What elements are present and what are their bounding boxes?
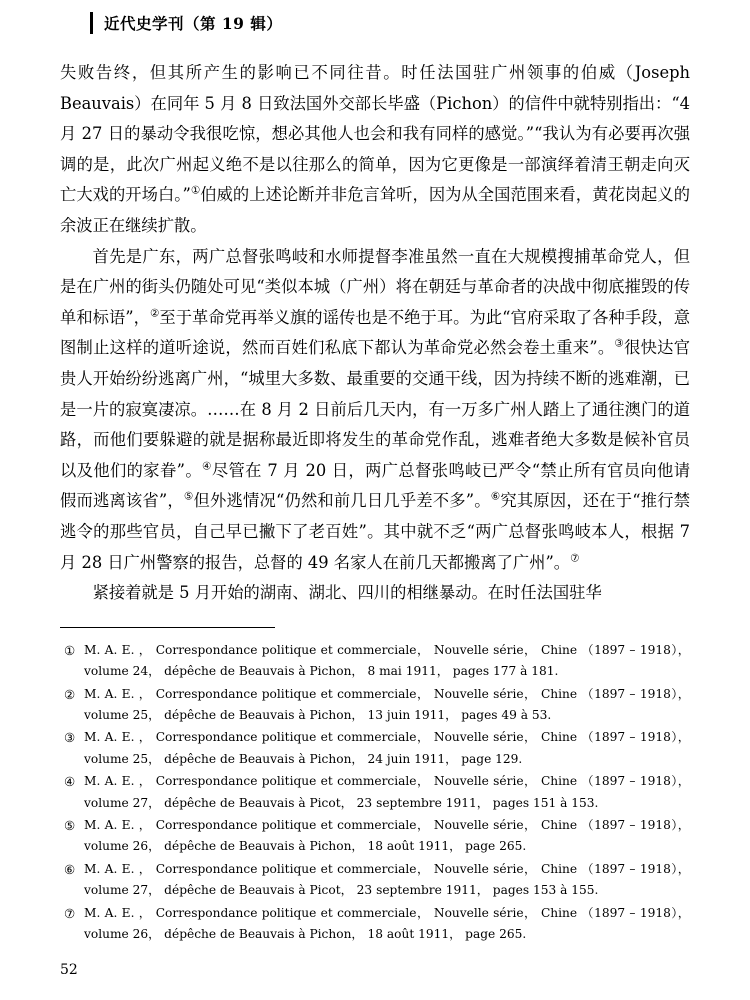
footnote-item [60,684,690,727]
header-rule-mark [90,12,93,34]
footnote-line: volume 27， dépêche de Beauvais à Picot， 23 septembre 1911， pages 153 à 155. [84,883,599,898]
footnote-item [60,859,690,902]
footnote-line: M. A. E. ， Correspondance politique et commerciale， Nouvelle série， Chine （1897 – 1918）， [84,686,690,701]
footnote-item [60,903,690,946]
footnote-line: M. A. E. ， Correspondance politique et commerciale， Nouvelle série， Chine （1897 – 1918）， [84,774,690,789]
paragraph-1 [60,58,690,242]
footnote-item [60,727,690,770]
paragraph-1-text: 失败告终，但其所产生的影响已不同往昔。时任法国驻广州领事的伯威（Joseph Beauvais）在同年 5 月 8 日致法国外交部长毕盛（Pichon）的信件中就特别指出：“4 月 27 日的暴动令我很吃惊，想必其他人也会和我有同样的感觉。”“我认为有必要再次强调的是，此次广州起义绝不是以往那么的简单，因为它更像是一部演绎着清王朝走向灭亡大戏的开场白。” [60,63,691,205]
footnote-marker: ① [64,642,76,658]
footnote-marker: ⑦ [64,905,76,921]
footnote-body [84,640,690,683]
footnote-item [60,640,690,683]
running-head [60,0,690,46]
page-number: 52 [60,962,78,978]
footnote-item [60,771,690,814]
paragraph-2-seg1: 首先是广东，两广总督张鸣岐和水师提督李准虽然一直在大规模搜捕革命党人，但是在广州的街头仍随处可见“类似本城（广州）将在朝廷与革命者的决战中彻底摧毁的传单和标语”， [60,246,690,327]
footnote-marker: ② [64,686,76,702]
paragraph-2-seg2: 至于革命党再举义旗的谣传也是不绝于耳。为此“官府采取了各种手段，意图制止这样的道听途说，然而百姓们私底下都认为革命党必然会卷土重来”。 [60,307,690,358]
footnote-body [84,903,690,946]
paragraph-3-text: 紧接着就是 5 月开始的湖南、湖北、四川的相继暴动。在时任法国驻华 [92,583,602,603]
footnote-ref-2[interactable]: ② [149,307,160,320]
footnote-ref-7[interactable]: ⑦ [570,552,580,565]
footnote-item [60,815,690,858]
footnote-line: volume 25， dépêche de Beauvais à Pichon， 24 juin 1911， page 129. [84,751,523,766]
footnote-line: volume 26， dépêche de Beauvais à Pichon， 18 août 1911， page 265. [84,839,527,854]
footnote-marker: ④ [64,774,76,790]
footnote-separator [60,627,275,628]
footnote-line: M. A. E. ， Correspondance politique et commerciale， Nouvelle série， Chine （1897 – 1918）， [84,817,690,832]
paragraph-1-tail: 伯威的上述论断并非危言耸听，因为从全国范围来看，黄花岗起义的余波正在继续扩散。 [60,185,690,235]
footnote-body [84,727,690,770]
footnote-marker: ③ [64,730,76,746]
footnote-ref-5[interactable]: ⑤ [183,490,194,503]
footnote-line: M. A. E. ， Correspondance politique et commerciale， Nouvelle série， Chine （1897 – 1918）， [84,905,690,920]
footnote-ref-4[interactable]: ④ [202,460,212,473]
paragraph-2-seg4: 尽管在 7 月 20 日，两广总督张鸣岐已严令“禁止所有官员向他请假而逃离该省”， [60,460,690,511]
footnote-marker: ⑥ [64,861,76,877]
footnote-line: volume 27， dépêche de Beauvais à Picot， 23 septembre 1911， pages 151 à 153. [84,795,599,810]
footnote-list [60,640,690,946]
footnote-body [84,771,690,814]
paragraph-2 [60,242,690,579]
body-text [60,58,690,609]
footnote-line: volume 25， dépêche de Beauvais à Pichon， 13 juin 1911， pages 49 à 53. [84,707,552,722]
footnote-ref-6[interactable]: ⑥ [490,490,501,503]
footnote-line: M. A. E. ， Correspondance politique et commerciale， Nouvelle série， Chine （1897 – 1918）， [84,730,690,745]
footnote-line: M. A. E. ， Correspondance politique et commerciale， Nouvelle série， Chine （1897 – 1918）， [84,642,690,657]
paragraph-2-seg3: 很快达官贵人开始纷纷逃离广州，“城里大多数、最重要的交通干线，因为持续不断的逃难潮，已是一片的寂寞凄凉。……在 8 月 2 日前后几天内，有一万多广州人踏上了通往澳门的道路，而他们要躲避的就是据称最近即将发生的革命党作乱，逃难者绝大多数是候补官员以及他们的家眷”。 [60,338,690,480]
paragraph-2-seg6: 究其原因，还在于“推行禁逃令的那些官员，自己早已撇下了老百姓”。其中就不乏“两广总督张鸣岐本人，根据 7 月 28 日广州警察的报告，总督的 49 名家人在前几天都搬离了广州”。 [60,491,691,572]
footnote-line: volume 24， dépêche de Beauvais à Pichon， 8 mai 1911， pages 177 à 181. [84,664,559,679]
paragraph-2-seg5: 但外逃情况“仍然和前几日几乎差不多”。 [193,491,491,511]
footnote-line: volume 26， dépêche de Beauvais à Pichon， 18 août 1911， page 265. [84,926,527,941]
footnote-body [84,859,690,902]
footnote-body [84,815,690,858]
running-title: 近代史学刊（第 19 辑） [104,14,283,33]
paragraph-3 [60,578,690,609]
footnote-body [84,684,690,727]
footnote-marker: ⑤ [64,817,76,833]
footnote-ref-1[interactable]: ① [190,184,201,197]
footnote-line: M. A. E. ， Correspondance politique et commerciale， Nouvelle série， Chine （1897 – 1918）， [84,861,690,876]
footnote-ref-3[interactable]: ③ [614,337,625,350]
